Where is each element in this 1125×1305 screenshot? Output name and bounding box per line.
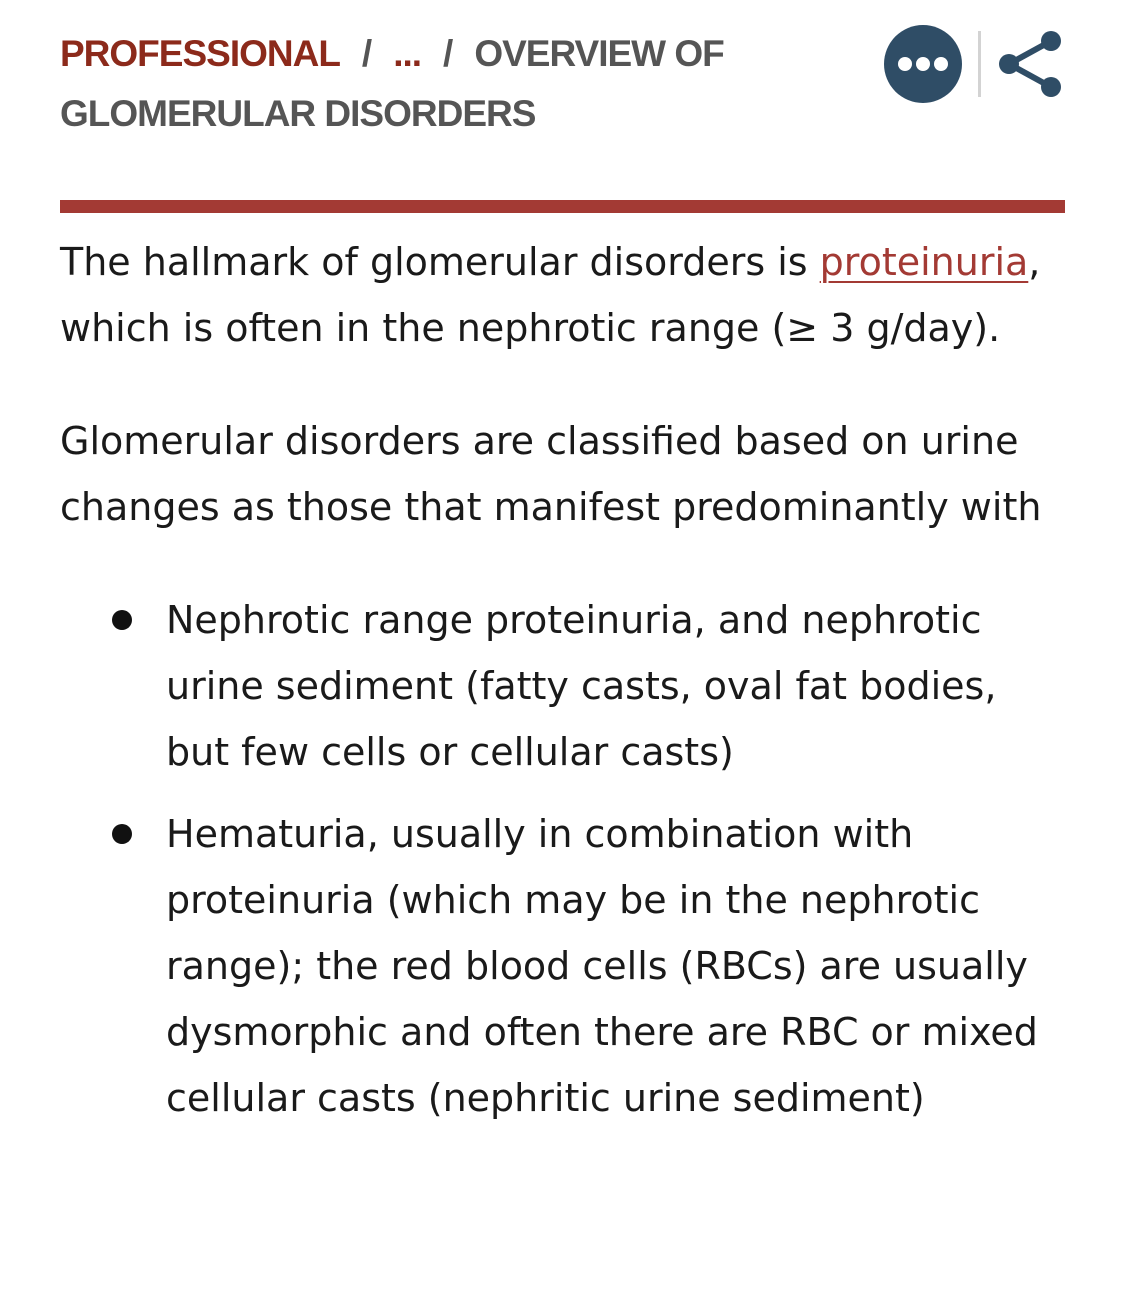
section-divider-rule	[60, 200, 1065, 213]
page-header	[60, 24, 1065, 144]
classification-list	[60, 587, 1065, 1131]
breadcrumb-separator: /	[361, 33, 372, 74]
paragraph-classification: Glomerular disorders are classified based on urine changes as those that manifest predominantly with	[60, 419, 1042, 529]
list-item-text: Nephrotic range proteinuria, and nephrotic urine sediment (fatty casts, oval fat bodies, but few cells or cellular casts)	[166, 598, 997, 774]
breadcrumb-ellipsis-link[interactable]: ...	[393, 33, 422, 74]
paragraph-text: , which is often in the nephrotic range (≥ 3 g/day).	[60, 240, 1041, 350]
breadcrumb-root-link[interactable]: PROFESSIONAL	[60, 33, 340, 74]
proteinuria-link[interactable]: proteinuria	[819, 240, 1029, 284]
paragraph-text: The hallmark of glomerular disorders is	[60, 240, 820, 284]
bullet-icon	[112, 824, 132, 844]
more-options-button[interactable]	[884, 25, 962, 103]
list-item	[60, 587, 1065, 785]
breadcrumb	[60, 24, 780, 144]
header-actions	[884, 24, 1065, 104]
more-horizontal-icon	[895, 54, 951, 74]
list-item	[60, 801, 1065, 1131]
share-icon	[995, 29, 1065, 99]
share-button[interactable]	[995, 29, 1065, 99]
breadcrumb-separator: /	[443, 33, 453, 74]
list-item-text: Hematuria, usually in combination with proteinuria (which may be in the nephrotic range); the red blood cells (RBCs) are usually dysmorphic and often there are RBC or mixed cellular casts (nephritic urine sediment)	[166, 812, 1038, 1120]
breadcrumb-current: OVERVIEW OF GLOMERULAR DISORDERS	[60, 33, 724, 134]
actions-divider	[978, 31, 981, 97]
bullet-icon	[112, 610, 132, 630]
paragraph-hallmark	[60, 229, 1065, 361]
article-content	[60, 229, 1065, 1147]
